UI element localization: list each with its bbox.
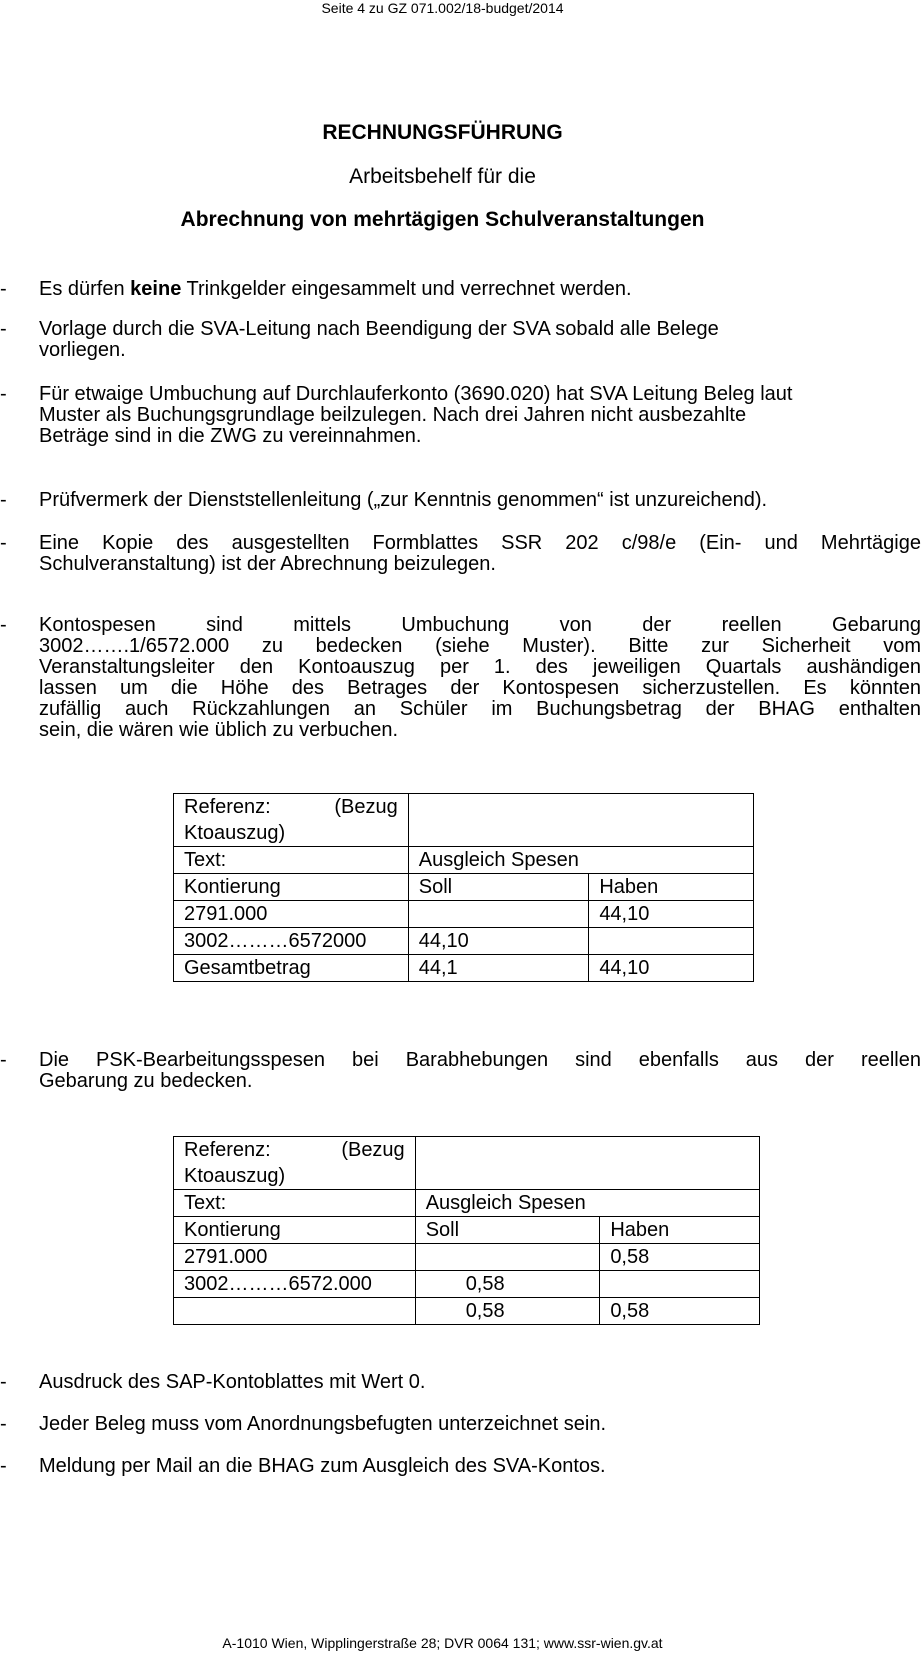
list-item <box>0 490 921 511</box>
bullet-dash: - <box>0 383 7 405</box>
reference-cell <box>174 1137 416 1190</box>
table-header-row <box>174 1217 760 1244</box>
table-cell <box>174 1298 416 1325</box>
item-line: Die PSK-Bearbeitungsspesen bei Barabhebungen sind ebenfalls aus der reellen <box>39 1049 921 1071</box>
table-cell: 2791.000 <box>174 1244 416 1271</box>
item-line: Beträge sind in die ZWG zu vereinnahmen. <box>39 425 422 447</box>
item-line: Kontospesen sind mittels Umbuchung von der reellen Gebarung <box>39 614 921 636</box>
item-text: Meldung per Mail an die BHAG zum Ausgleich des SVA-Kontos. <box>39 1455 606 1477</box>
reference-label: (Bezug <box>334 796 398 818</box>
reference-value-cell <box>408 794 753 847</box>
table-row <box>174 1190 760 1217</box>
table-header-row <box>174 874 754 901</box>
bullet-dash: - <box>0 1455 7 1477</box>
bullet-dash: - <box>0 489 7 511</box>
bullet-dash: - <box>0 318 7 340</box>
bullet-dash: - <box>0 278 7 300</box>
column-header: Haben <box>589 874 754 901</box>
item-line: 3002…….1/6572.000 zu bedecken (siehe Muster). Bitte zur Sicherheit vom <box>39 635 921 657</box>
table-row <box>174 1137 760 1190</box>
list-item <box>0 533 921 575</box>
item-line: Für etwaige Umbuchung auf Durchlauferkonto (3690.020) hat SVA Leitung Beleg laut <box>39 383 793 405</box>
item-line: Vorlage durch die SVA-Leitung nach Beendigung der SVA sobald alle Belege <box>39 318 719 340</box>
page-header <box>0 0 885 16</box>
booking-table-2 <box>173 1136 760 1325</box>
document-title: RECHNUNGSFÜHRUNG <box>322 121 563 144</box>
bullet-dash: - <box>0 1049 7 1071</box>
footer-address: A-1010 Wien, Wipplingerstraße 28; DVR 0064 131; www.ssr-wien.gv.at <box>222 1635 663 1651</box>
table-row <box>174 794 754 847</box>
table-row <box>174 1244 760 1271</box>
item-line: Schulveranstaltung) ist der Abrechnung beizulegen. <box>39 553 496 575</box>
table-cell: Ausgleich Spesen <box>408 847 753 874</box>
item-line: zufällig auch Rückzahlungen an Schüler im Buchungsbetrag der BHAG enthalten <box>39 698 921 720</box>
table-cell: Gesamtbetrag <box>174 955 409 982</box>
table-cell: 44,10 <box>408 928 589 955</box>
reference-label: Ktoauszug) <box>184 822 286 844</box>
table-cell: 2791.000 <box>174 901 409 928</box>
item-emphasis: keine <box>130 278 182 300</box>
page-footer <box>0 1635 885 1651</box>
table-cell: Text: <box>174 847 409 874</box>
table-cell: Ausgleich Spesen <box>415 1190 759 1217</box>
item-line: vorliegen. <box>39 339 126 361</box>
bullet-dash: - <box>0 1413 7 1435</box>
table-cell <box>589 928 754 955</box>
column-header: Soll <box>408 874 589 901</box>
item-line: sein, die wären wie üblich zu verbuchen. <box>39 719 399 741</box>
item-text: Trinkgelder eingesammelt und verrechnet werden. <box>181 278 632 300</box>
item-text: Prüfvermerk der Dienststellenleitung („zur Kenntnis genommen“ ist unzureichend). <box>39 489 768 511</box>
reference-cell <box>174 794 409 847</box>
table-cell: 0,58 <box>415 1298 600 1325</box>
item-line: Gebarung zu bedecken. <box>39 1070 253 1092</box>
list-item <box>0 1414 921 1435</box>
reference-label: Ktoauszug) <box>184 1165 286 1187</box>
table-cell <box>415 1244 600 1271</box>
document-topic: Abrechnung von mehrtägigen Schulveranstaltungen <box>180 208 705 231</box>
table-cell: 44,10 <box>589 901 754 928</box>
bullet-dash: - <box>0 1371 7 1393</box>
column-header: Kontierung <box>174 1217 416 1244</box>
list-item <box>0 384 921 447</box>
item-line: Eine Kopie des ausgestellten Formblattes SSR 202 c/98/e (Ein- und Mehrtägige <box>39 532 921 554</box>
table-row <box>174 901 754 928</box>
table-row <box>174 847 754 874</box>
bullet-dash: - <box>0 614 7 636</box>
list-item <box>0 319 921 361</box>
item-line: lassen um die Höhe des Betrages der Kontospesen sicherzustellen. Es könnten <box>39 677 921 699</box>
reference-label: Referenz: <box>184 796 271 818</box>
item-text: Ausdruck des SAP-Kontoblattes mit Wert 0. <box>39 1371 426 1393</box>
table-cell: Text: <box>174 1190 416 1217</box>
list-item <box>0 279 921 300</box>
bullet-dash: - <box>0 532 7 554</box>
list-item <box>0 1050 921 1092</box>
table-cell: 3002………6572.000 <box>174 1271 416 1298</box>
list-item <box>0 1456 921 1477</box>
reference-label: (Bezug <box>341 1139 405 1161</box>
table-total-row <box>174 955 754 982</box>
page-reference: Seite 4 zu GZ 071.002/18-budget/2014 <box>321 0 564 16</box>
table-cell <box>408 901 589 928</box>
table-total-row <box>174 1298 760 1325</box>
title-block <box>0 121 885 232</box>
table-cell: 0,58 <box>415 1271 600 1298</box>
item-text: Es dürfen <box>39 278 131 300</box>
item-text: Jeder Beleg muss vom Anordnungsbefugten unterzeichnet sein. <box>39 1413 607 1435</box>
document-subtitle: Arbeitsbehelf für die <box>349 165 536 188</box>
list-item <box>0 1372 921 1393</box>
table-cell <box>600 1271 760 1298</box>
item-line: Muster als Buchungsgrundlage beilzulegen. Nach drei Jahren nicht ausbezahlte <box>39 404 747 426</box>
table-cell: 44,1 <box>408 955 589 982</box>
table-cell: 0,58 <box>600 1244 760 1271</box>
table-cell: 3002………6572000 <box>174 928 409 955</box>
column-header: Soll <box>415 1217 600 1244</box>
table-cell: 0,58 <box>600 1298 760 1325</box>
list-item <box>0 615 921 741</box>
column-header: Kontierung <box>174 874 409 901</box>
table-row <box>174 928 754 955</box>
reference-label: Referenz: <box>184 1139 271 1161</box>
reference-value-cell <box>415 1137 759 1190</box>
booking-table-1 <box>173 793 754 982</box>
column-header: Haben <box>600 1217 760 1244</box>
table-cell: 44,10 <box>589 955 754 982</box>
item-line: Veranstaltungsleiter den Kontoauszug per 1. des jeweiligen Quartals aushändigen <box>39 656 921 678</box>
table-row <box>174 1271 760 1298</box>
